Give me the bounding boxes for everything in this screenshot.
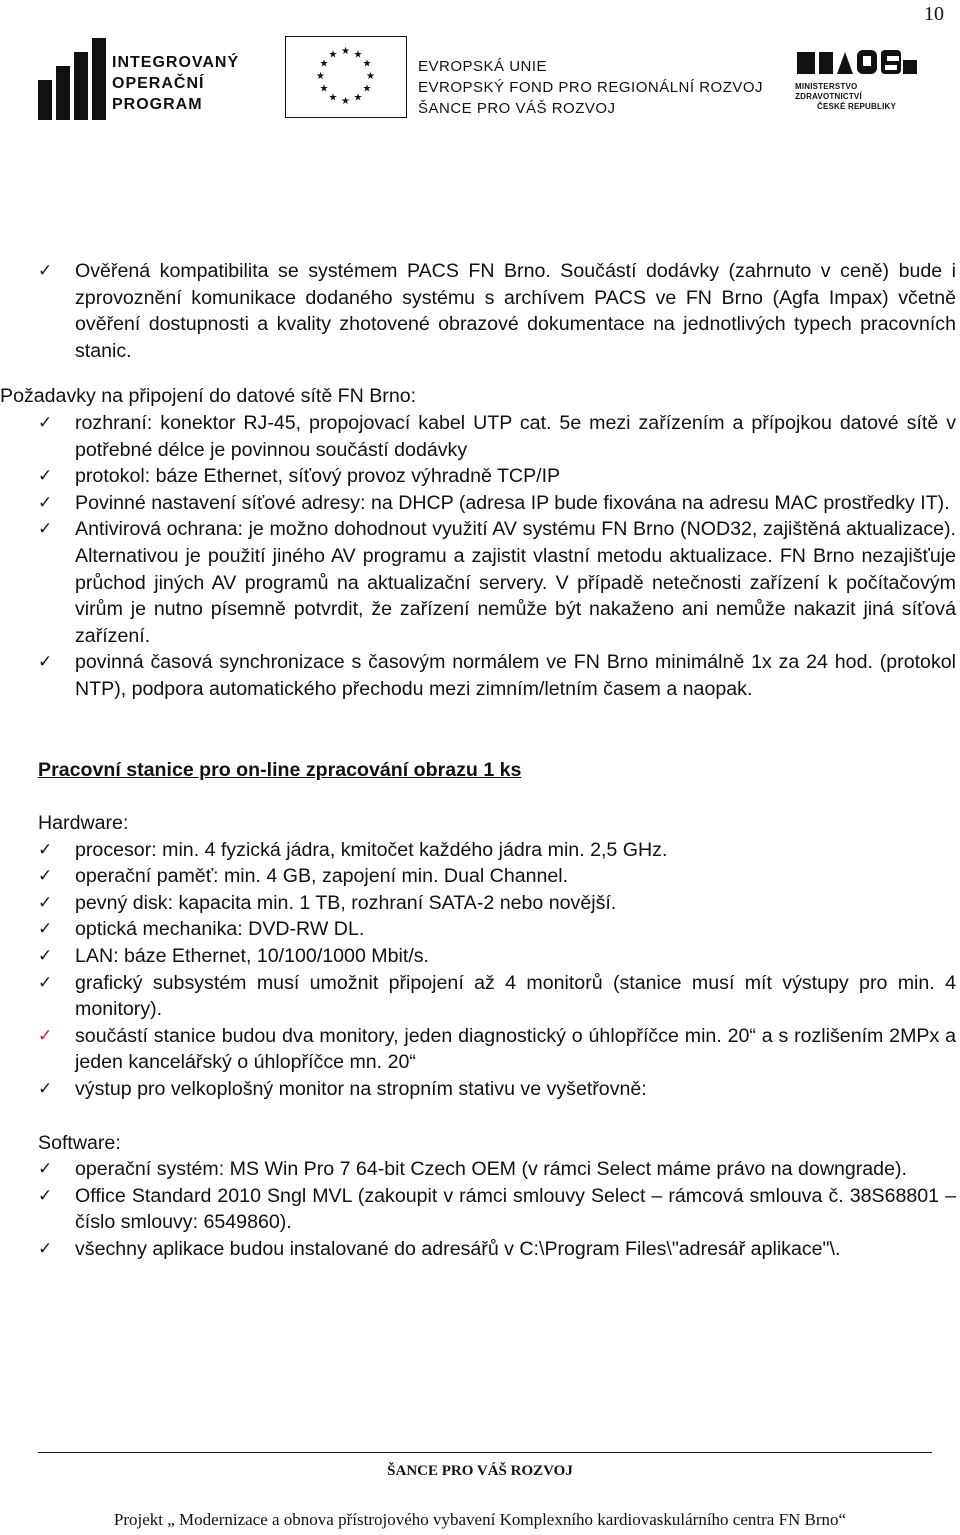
eu-line-3: ŠANCE PRO VÁŠ ROZVOJ (418, 100, 616, 117)
svg-text:★: ★ (353, 92, 363, 104)
list-item: ✓ rozhraní: konektor RJ-45, propojovací kabel UTP cat. 5e mezi zařízením a přípojkou datové sítě v potřebné délce je povinnou součástí dodávky (38, 410, 956, 463)
hardware-label: Hardware: (38, 812, 129, 835)
svg-text:★: ★ (328, 92, 338, 104)
list-item: ✓ Antivirová ochrana: je možno dohodnout využití AV systému FN Brno (NOD32, zajištěná aktualizace). Alternativou je použití jiného AV programu a zajistit vlastní metodu aktualizace. FN Brno nezajišťuje průchod jiných AV programů na aktualizační servery. V případě netečnosti zařízení k počítačovým virům je nutno písemně potvrdit, že zařízení nemůže být nakaženo ani nemůže nakazit jiná síťová zařízení. (38, 516, 956, 649)
network-requirements-label: Požadavky na připojení do datové sítě FN Brno: (0, 385, 417, 408)
list-item: ✓ Office Standard 2010 Sngl MVL (zakoupit v rámci smlouvy Select – rámcová smlouva č. 38S68801 – číslo smlouvy: 6549860). (38, 1183, 956, 1236)
list-item: ✓ pevný disk: kapacita min. 1 TB, rozhraní SATA-2 nebo novější. (38, 890, 956, 917)
list-item: ✓ operační paměť: min. 4 GB, zapojení min. Dual Channel. (38, 863, 956, 890)
svg-text:★: ★ (319, 83, 329, 95)
svg-text:★: ★ (362, 58, 372, 70)
eu-logo-text (418, 56, 763, 119)
iop-line-2: OPERAČNÍ (112, 75, 205, 92)
eu-line-1: EVROPSKÁ UNIE (418, 58, 548, 75)
eu-stars-icon (286, 37, 405, 116)
mzcr-line-2: ČESKÉ REPUBLIKY (817, 102, 897, 111)
iop-line-1: INTEGROVANÝ (112, 54, 240, 71)
section-heading: Pracovní stanice pro on-line zpracování obrazu 1 ks (38, 758, 522, 781)
list-item: ✓ povinná časová synchronizace s časovým normálem ve FN Brno minimálně 1x za 24 hod. (protokol NTP), podpora automatického přechodu mezi zimním/letním časem a naopak. (38, 649, 956, 702)
list-item: ✓ protokol: báze Ethernet, síťový provoz výhradně TCP/IP (38, 463, 956, 490)
footer-motto: ŠANCE PRO VÁŠ ROZVOJ (387, 1463, 573, 1479)
document-body (0, 258, 956, 1263)
footer-project: Projekt „ Modernizace a obnova přístrojového vybavení Komplexního kardiovaskulárního centra FN Brno“ (113, 1510, 847, 1529)
list-item-red-check: ✓ součástí stanice budou dva monitory, jeden diagnostický o úhlopříčce min. 20“ a s rozlišením 2MPx a jeden kancelářský o úhlopříčce mn. 20“ (38, 1023, 956, 1076)
svg-text:★: ★ (316, 71, 325, 82)
software-label: Software: (38, 1131, 121, 1154)
mzcr-line-1: MINISTERSTVO ZDRAVOTNICTVÍ (795, 82, 862, 101)
svg-text:★: ★ (341, 96, 350, 107)
iop-line-3: PROGRAM (112, 96, 203, 113)
mzcr-logo (795, 46, 920, 111)
list-item: ✓ Povinné nastavení síťové adresy: na DHCP (adresa IP bude fixována na adresu MAC prostředky IT). (38, 490, 956, 517)
iop-logo (38, 36, 253, 120)
spacer (38, 1103, 956, 1130)
list-item: ✓ operační systém: MS Win Pro 7 64-bit Czech OEM (v rámci Select máme právo na downgrade). (38, 1156, 956, 1183)
list-item: ✓ grafický subsystém musí umožnit připojení až 4 monitorů (stanice musí mít výstupy pro min. 4 monitory). (38, 970, 956, 1023)
eu-line-2: EVROPSKÝ FOND PRO REGIONÁLNÍ ROZVOJ (418, 79, 764, 96)
eu-flag-logo (285, 36, 407, 118)
svg-text:★: ★ (328, 49, 338, 61)
svg-text:★: ★ (362, 83, 372, 95)
list-item: ✓ všechny aplikace budou instalované do adresářů v C:\Program Files\"adresář aplikace"\. (38, 1236, 956, 1263)
footer-divider (38, 1452, 932, 1453)
mzcr-emblem-icon (795, 46, 920, 80)
svg-text:★: ★ (353, 49, 363, 61)
list-item: ✓ výstup pro velkoplošný monitor na stropním stativu ve vyšetřovně: (38, 1076, 956, 1103)
svg-text:★: ★ (319, 58, 329, 70)
page-number: 10 (924, 3, 944, 25)
svg-text:★: ★ (366, 71, 375, 82)
list-item: ✓ Ověřená kompatibilita se systémem PACS FN Brno. Součástí dodávky (zahrnuto v ceně) bude i zprovoznění komunikace dodaného systému s archívem PACS ve FN Brno (Agfa Impax) včetně ověření dostupnosti a kvality zhotovené obrazové dokumentace na jednotlivých typech pracovních stanic. (38, 258, 956, 364)
svg-text:★: ★ (341, 46, 350, 57)
list-item: ✓ optická mechanika: DVD-RW DL. (38, 916, 956, 943)
list-item: ✓ LAN: báze Ethernet, 10/100/1000 Mbit/s. (38, 943, 956, 970)
iop-bars-icon (38, 36, 108, 120)
list-item: ✓ procesor: min. 4 fyzická jádra, kmitočet každého jádra min. 2,5 GHz. (38, 837, 956, 864)
